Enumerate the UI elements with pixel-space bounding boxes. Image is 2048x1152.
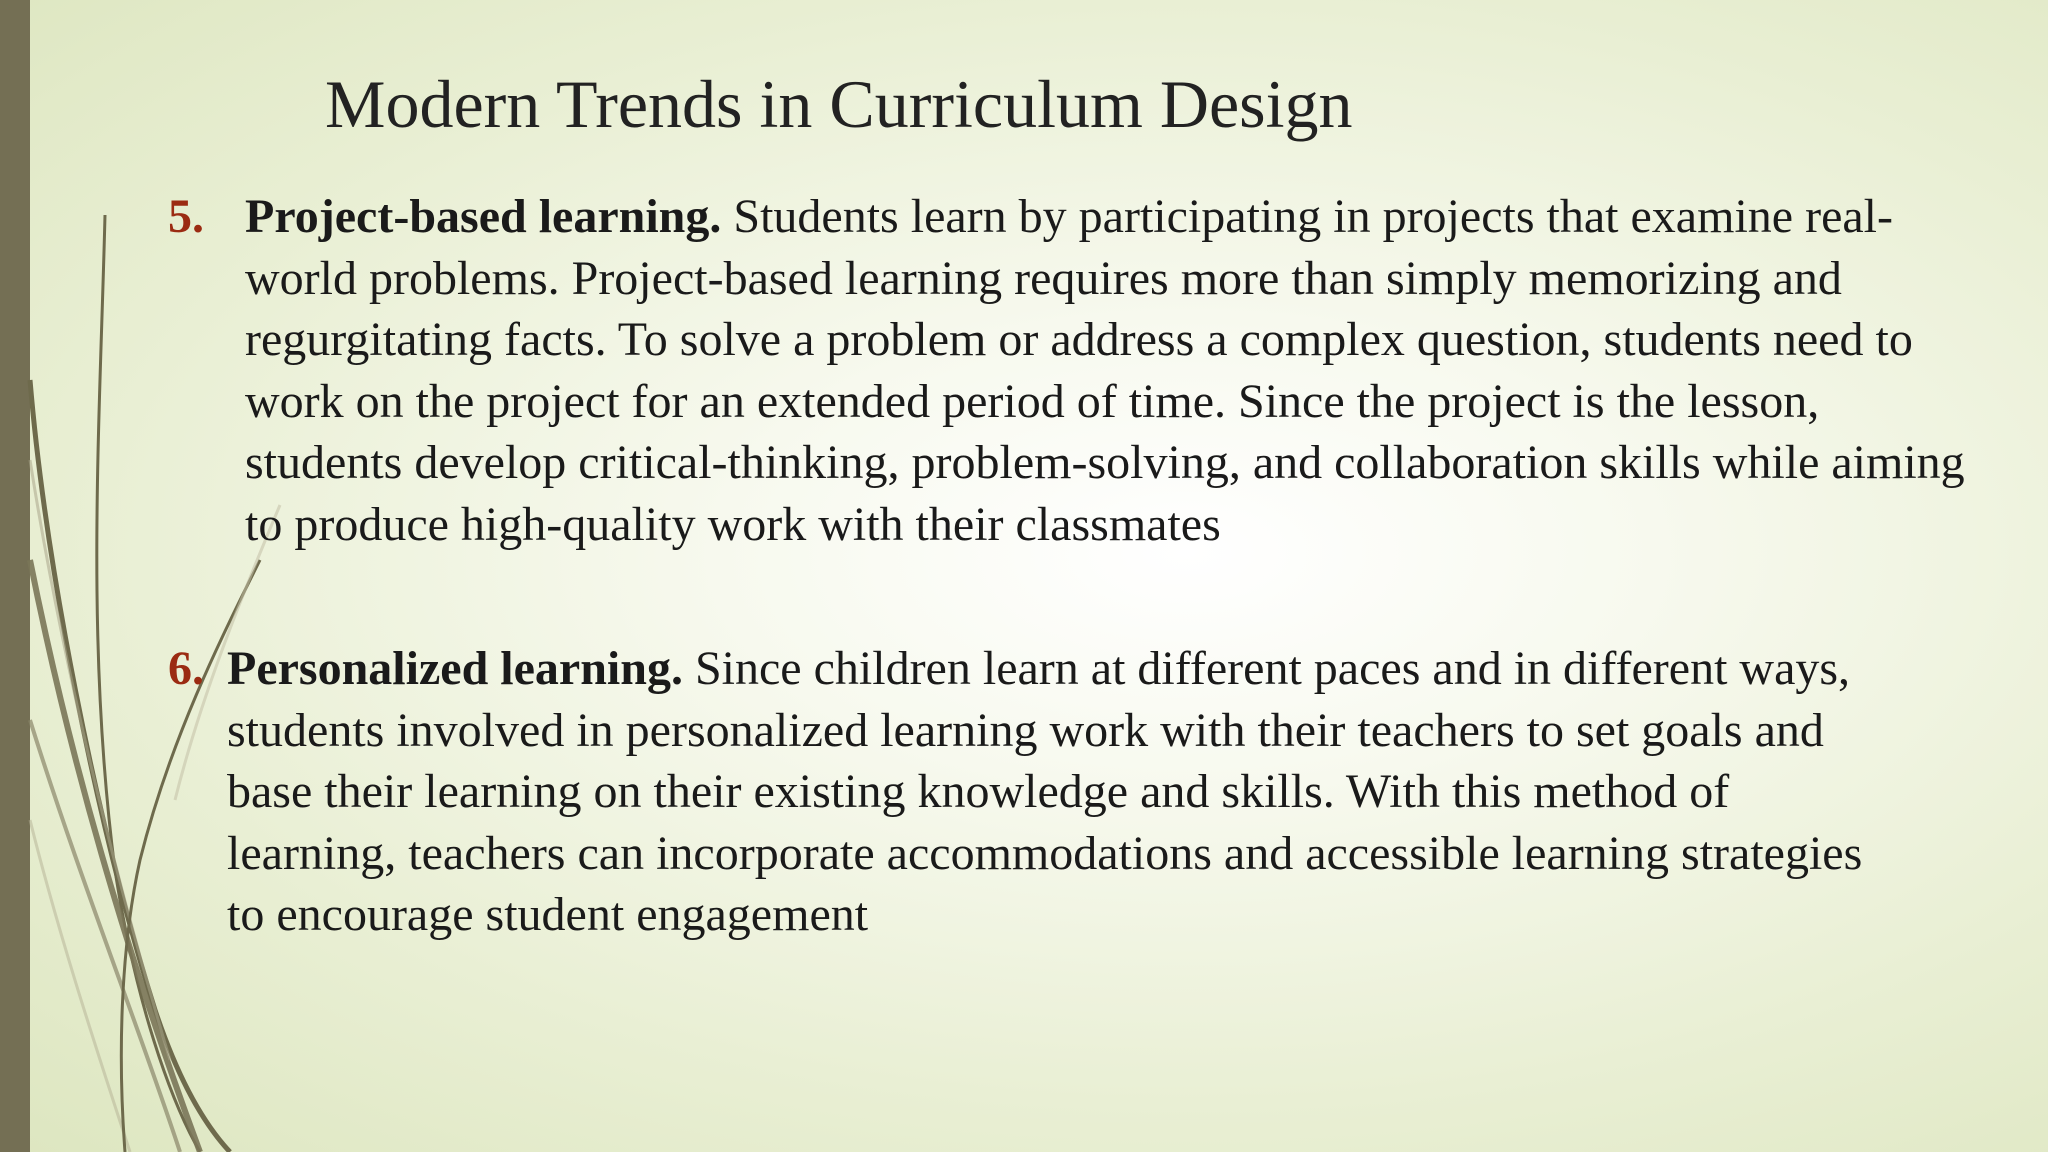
list-number: 5. bbox=[168, 190, 204, 243]
item-text: Since children learn at different paces and in different ways, students involved in personalized learning work with their teachers to set goals and base their learning on their existing knowledge and skills. With this method of learning, teachers can incorporate accommodations and accessible learning strategies to encourage student engagement bbox=[227, 642, 1863, 941]
item-text: Students learn by participating in projects that examine real-world problems. Project-based learning requires more than simply memorizing and regurgitating facts. To solve a problem or address a complex question, students need to work on the project for an extended period of time. Since the project is the lesson, students develop critical-thinking, problem-solving, and collaboration skills while aiming to produce high-quality work with their classmates bbox=[245, 190, 1965, 551]
item-heading: Project-based learning. bbox=[245, 190, 722, 243]
item-heading: Personalized learning. bbox=[227, 642, 683, 695]
list-item-project-based-learning bbox=[168, 186, 1985, 555]
decorative-grass-lines bbox=[0, 0, 400, 1152]
list-number: 6. bbox=[168, 642, 204, 695]
slide-title: Modern Trends in Curriculum Design bbox=[325, 66, 1353, 142]
list-item-personalized-learning bbox=[168, 638, 1887, 946]
